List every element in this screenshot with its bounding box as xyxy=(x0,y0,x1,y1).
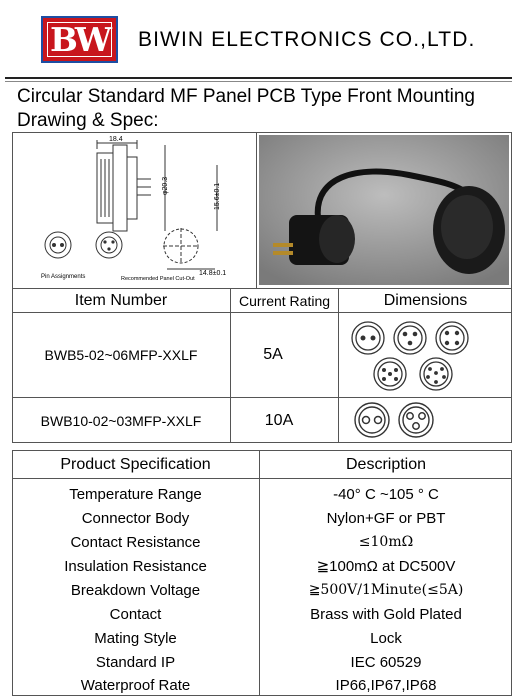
spec-label: Contact Resistance xyxy=(70,533,201,551)
logo-text: BW xyxy=(50,20,109,59)
item-number-2: BWB10-02~03MFP-XXLF xyxy=(40,412,202,429)
dimension-pinouts-5a xyxy=(342,316,508,394)
product-photo xyxy=(259,135,509,285)
spec-value: ≧100mΩ at DC500V xyxy=(316,558,456,575)
current-rating-1: 5A xyxy=(263,346,283,363)
spec-value: ≧500V/1Minute(≤5A) xyxy=(308,582,464,598)
spec-value: Nylon+GF or PBT xyxy=(326,509,446,527)
page-title: Circular Standard MF Panel PCB Type Front Mounting xyxy=(17,86,475,107)
spec-label: Connector Body xyxy=(81,509,190,527)
spec-header-product: Product Specification xyxy=(60,455,211,473)
dimension-pinouts-10a xyxy=(346,400,446,440)
spec-label: Breakdown Voltage xyxy=(70,581,201,599)
spec-label: Waterproof Rate xyxy=(80,676,191,694)
spec-value: IP66,IP67,IP68 xyxy=(335,676,437,694)
dim-bottom-label: 14.8±0.1 xyxy=(199,270,227,277)
spec-header-description: Description xyxy=(345,455,427,473)
company-name: BIWIN ELECTRONICS CO.,LTD. xyxy=(138,28,476,51)
dim-top-label: 18.4 xyxy=(109,136,123,143)
spec-label: Standard IP xyxy=(95,653,176,671)
spec-label: Temperature Range xyxy=(69,485,202,503)
spec-label: Contact xyxy=(109,605,162,623)
section-title: Drawing & Spec: xyxy=(17,110,159,131)
spec-value: Brass with Gold Plated xyxy=(310,605,462,623)
dim-dia-label: φ20.3 xyxy=(162,176,169,195)
dim-side-label: 15.6±0.1 xyxy=(214,182,221,210)
item-number-1: BWB5-02~06MFP-XXLF xyxy=(44,347,198,363)
spec-value: ≤10mΩ xyxy=(358,534,414,550)
col-header-item-number: Item Number xyxy=(74,291,168,309)
company-logo xyxy=(41,16,118,63)
header-divider xyxy=(5,77,512,79)
cutout-label: Recommended Panel Cut-Out xyxy=(121,276,195,282)
col-header-dimensions: Dimensions xyxy=(383,291,468,309)
header-divider-thin xyxy=(5,81,512,82)
pin-assignment-label: Pin Assignments xyxy=(41,274,86,280)
spec-label: Mating Style xyxy=(94,629,177,647)
spec-value: Lock xyxy=(370,629,402,647)
spec-value: -40° C ~105 ° C xyxy=(333,485,439,503)
spec-label: Insulation Resistance xyxy=(64,557,207,575)
technical-drawing xyxy=(17,135,253,285)
col-header-current-rating: Current Rating xyxy=(238,292,331,309)
spec-value: IEC 60529 xyxy=(350,653,422,671)
current-rating-2: 10A xyxy=(264,411,294,429)
